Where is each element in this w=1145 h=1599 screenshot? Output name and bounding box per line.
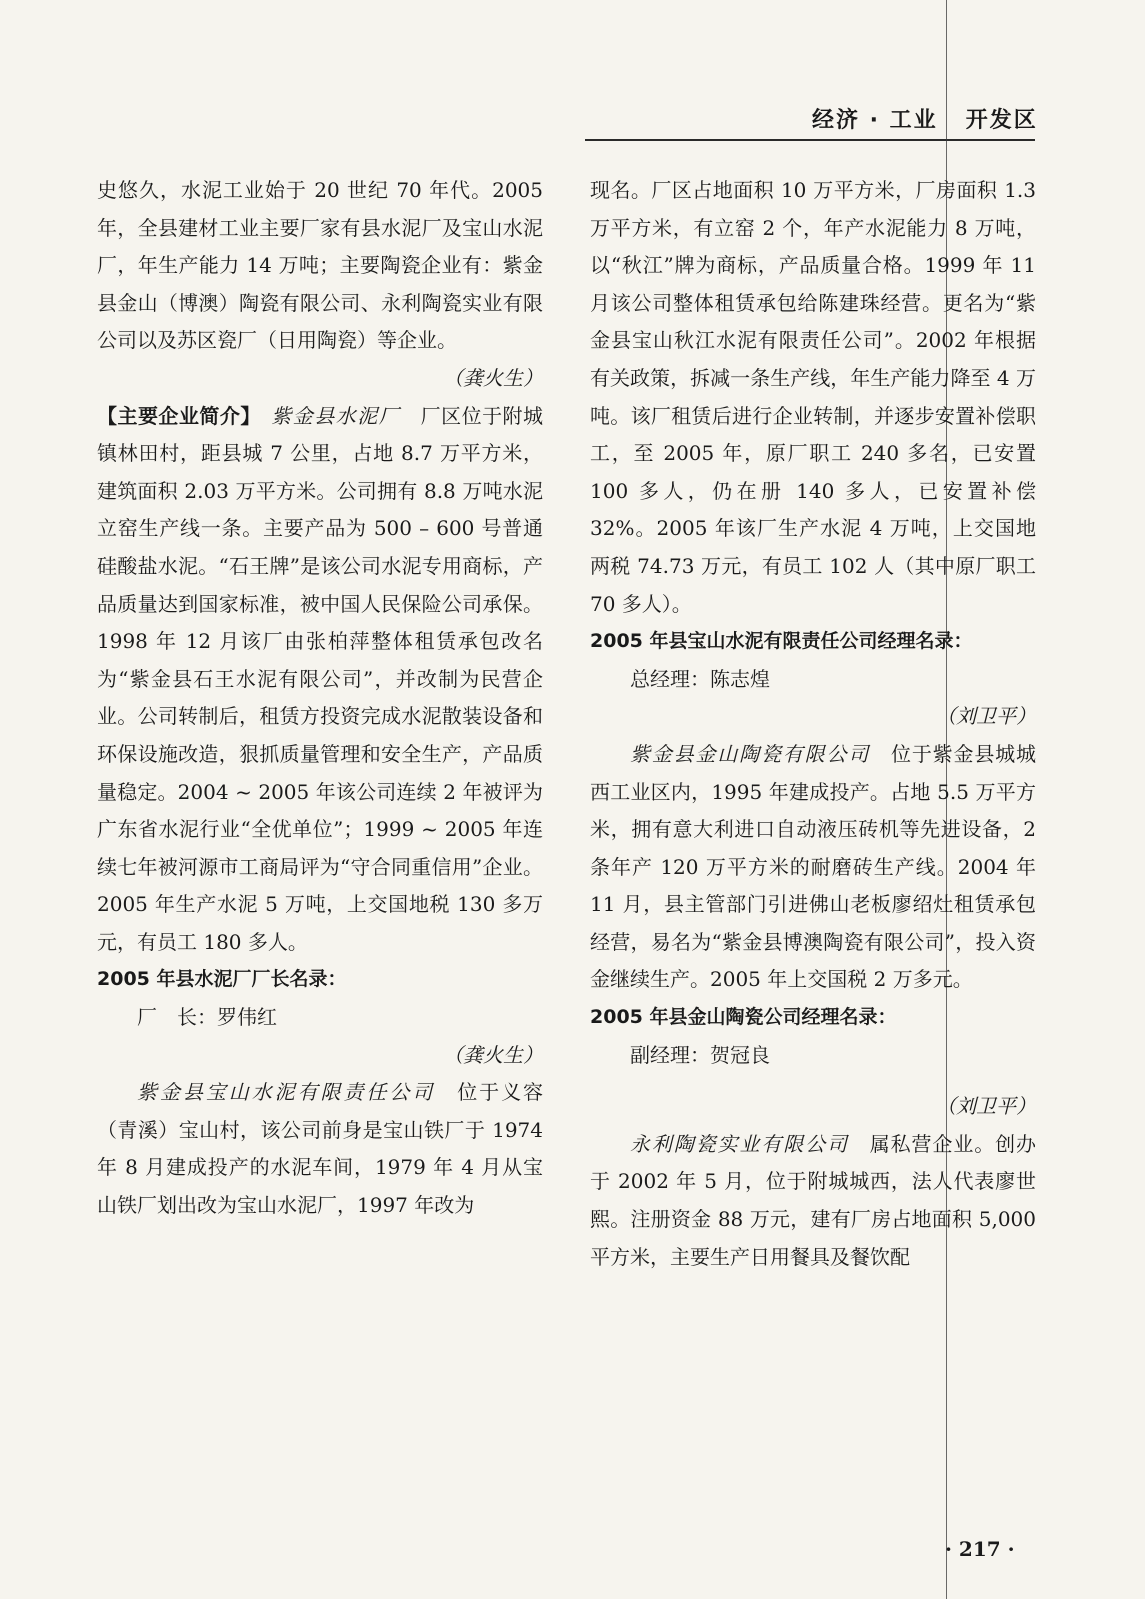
enterprise-text: 位于紫金县城城西工业区内，1995 年建成投产。占地 5.5 万平方米，拥有意大利进口自动液压砖机等先进设备，2 条年产 120 万平方米的耐磨砖生产线。2004 年 11 月，县主管部门引进佛山老板廖绍灶租赁承包经营，易名为“紫金县博澳陶瓷有限公司”，投入资金继续生产。2005 年上交国税 2 万多元。 (590, 741, 1037, 992)
list-item: 总经理：陈志煌 (630, 666, 770, 691)
paragraph-yongli-ceramics (590, 1126, 1036, 1276)
header-subsection: 开发区 (965, 108, 1038, 133)
header-rule (585, 139, 1035, 141)
enterprise-text: 厂区位于附城镇林田村，距县城 7 公里，占地 8.7 万平方米，建筑面积 2.03 万平方米。公司拥有 8.8 万吨水泥立窑生产线一条。主要产品为 500 – 600 号普通硅酸盐水泥。“石王牌”是该公司水泥专用商标，产品质量达到国家标准，被中国人民保险公司承保。1998 年 12 月该厂由张柏萍整体租赁承包改名为“紫金县石王水泥有限公司”，并改制为民营企业。公司转制后，租赁方投资完成水泥散装设备和环保设施改造，狠抓质量管理和安全生产，产品质量稳定。2004 ~ 2005 年该公司连续 2 年被评为广东省水泥行业“全优单位”；1999 ~ 2005 年连续七年被河源市工商局评为“守合同重信用”企业。2005 年生产水泥 5 万吨，上交国地税 130 多万元，有员工 180 多人。 (97, 403, 544, 954)
enterprise-name: 紫金县金山陶瓷有限公司 (630, 741, 871, 766)
list-item: 厂 长：罗伟红 (137, 1005, 277, 1030)
list-item: 副经理：贺冠良 (630, 1042, 770, 1067)
author-signature: （刘卫平） (936, 1094, 1036, 1119)
spacer (590, 1074, 1036, 1088)
author-signature: （龚火生） (443, 365, 543, 390)
enterprise-name: 永利陶瓷实业有限公司 (630, 1131, 849, 1156)
enterprise-name: 紫金县宝山水泥有限责任公司 (137, 1080, 436, 1105)
left-column (97, 172, 543, 1225)
enterprise-text: 属私营企业。创办于 2002 年 5 月，位于附城城西，法人代表廖世熙。注册资金 88 万元，建有厂房占地面积 5,000 平方米，主要生产日用餐具及餐饮配 (590, 1131, 1037, 1269)
list-heading: 2005 年县宝山水泥有限责任公司经理名录： (590, 630, 973, 653)
running-header (812, 103, 1038, 134)
author-signature: （刘卫平） (936, 704, 1036, 729)
paragraph-baoshan-continued: 现名。厂区占地面积 10 万平方米，厂房面积 1.3 万平方米，有立窑 2 个，年产水泥能力 8 万吨，以“秋江”牌为商标，产品质量合格。1999 年 11 月该公司整体租赁承包给陈建珠经营。更名为“紫金县宝山秋江水泥有限责任公司”。2002 年根据有关政策，拆减一条生产线，年生产能力降至 4 万吨。该厂租赁后进行企业转制，并逐步安置补偿职工，至 2005 年，原厂职工 240 多名，已安置 100 多人，仍在册 140 多人，已安置补偿 32%。2005 年该厂生产水泥 4 万吨，上交国地两税 74.73 万元，有员工 102 人（其中原厂职工 70 多人）。 (590, 178, 1036, 616)
paragraph-jinshan-ceramics (590, 736, 1036, 999)
right-column (590, 172, 1036, 1276)
page-number: · 217 · (945, 1537, 1015, 1561)
enterprise-text: 位于义容（青溪）宝山村，该公司前身是宝山铁厂于 1974 年 8 月建成投产的水泥车间，1979 年 4 月从宝山铁厂划出改为宝山水泥厂，1997 年改为 (97, 1080, 544, 1218)
section-title: 【主要企业简介】 (97, 403, 251, 428)
paragraph-intro: 史悠久，水泥工业始于 20 世纪 70 年代。2005 年，全县建材工业主要厂家有县水泥厂及宝山水泥厂，年生产能力 14 万吨；主要陶瓷企业有：紫金县金山（博澳）陶瓷有限公司、永利陶瓷实业有限公司以及苏区瓷厂（日用陶瓷）等企业。 (97, 178, 543, 353)
author-signature: （龚火生） (443, 1042, 543, 1067)
list-heading: 2005 年县水泥厂厂长名录： (97, 968, 347, 991)
paragraph-baoshan-cement (97, 1074, 543, 1224)
header-section: 经济 · 工业 (812, 108, 938, 133)
list-heading: 2005 年县金山陶瓷公司经理名录： (590, 1006, 897, 1029)
paragraph-cement-factory (97, 398, 543, 962)
enterprise-name: 紫金县水泥厂 (271, 403, 401, 428)
